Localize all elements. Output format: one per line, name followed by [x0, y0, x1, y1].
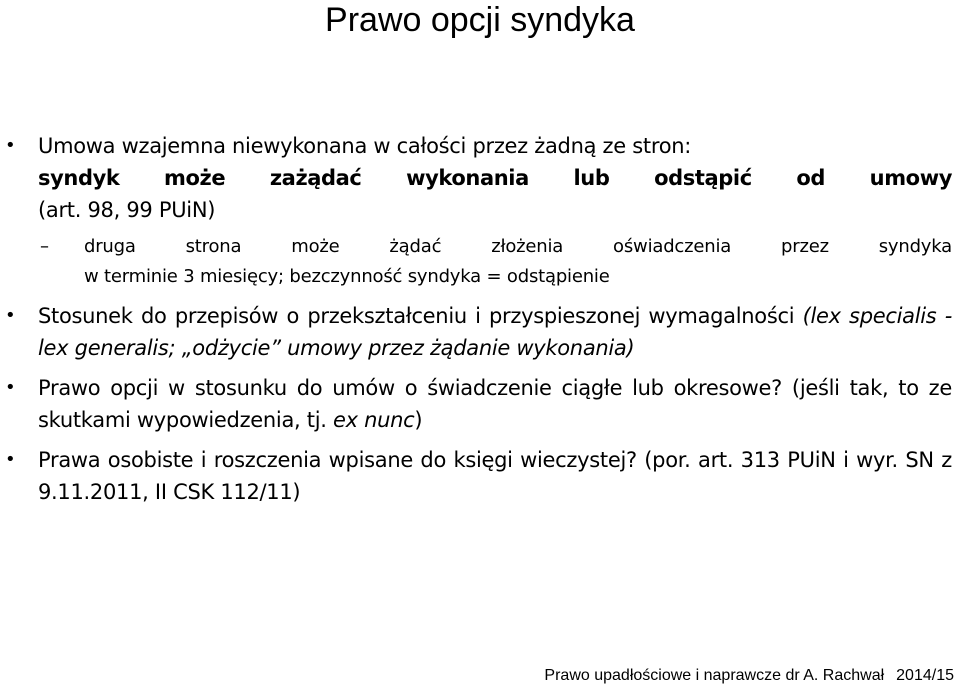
- bullet-2-italic: (lex specialis - lex generalis; „odżycie” umowy przez żądanie wykonania): [38, 304, 952, 360]
- sub-bullet-1-line-1: druga strona może żądać złożenia oświadczenia przez syndyka: [84, 236, 952, 257]
- sub-bullet-item-1: [0, 232, 960, 292]
- bullet-1-line-1: Umowa wzajemna niewykonana w całości przez żadną ze stron:: [38, 134, 692, 158]
- bullet-dot-icon: •: [5, 377, 16, 398]
- bullet-dot-icon: •: [5, 449, 16, 470]
- bullet-4-text: Prawa osobiste i roszczenia wpisane do księgi wieczystej? (por. art. 313 PUiN i wyr. SN z 9.11.2011, II CSK 112/11): [38, 448, 952, 504]
- bullet-item-3: [0, 372, 960, 436]
- bullet-dot-icon: •: [5, 135, 16, 156]
- bullet-3-after: ): [414, 408, 423, 432]
- sub-bullet-1-line-2: w terminie 3 miesięcy; bezczynność syndyka = odstąpienie: [84, 266, 610, 287]
- bullet-dot-icon: •: [5, 305, 16, 326]
- footer-course: Prawo upadłościowe i naprawcze dr A. Rachwał: [544, 667, 885, 684]
- bullet-3-italic: ex nunc: [333, 408, 415, 432]
- bullet-item-4: [0, 444, 960, 508]
- slide-footer: [544, 666, 954, 686]
- bullet-3-text: Prawo opcji w stosunku do umów o świadczenie ciągłe lub okresowe? (jeśli tak, to ze skutkami wypowiedzenia, tj.: [38, 376, 952, 432]
- dash-icon: –: [40, 236, 49, 257]
- bullet-2-text: Stosunek do przepisów o przekształceniu i przyspieszonej wymagalności: [38, 304, 803, 328]
- bullet-item-2: [0, 300, 960, 364]
- footer-year: 2014/15: [896, 667, 954, 684]
- bullet-1-bold-line: syndyk może zażądać wykonania lub odstąpić od umowy: [38, 166, 952, 190]
- slide-title: Prawo opcji syndyka: [325, 1, 635, 39]
- bullet-item-1: [0, 130, 960, 226]
- bullet-1-line-3: (art. 98, 99 PUiN): [38, 198, 216, 222]
- slide-content: [0, 130, 960, 508]
